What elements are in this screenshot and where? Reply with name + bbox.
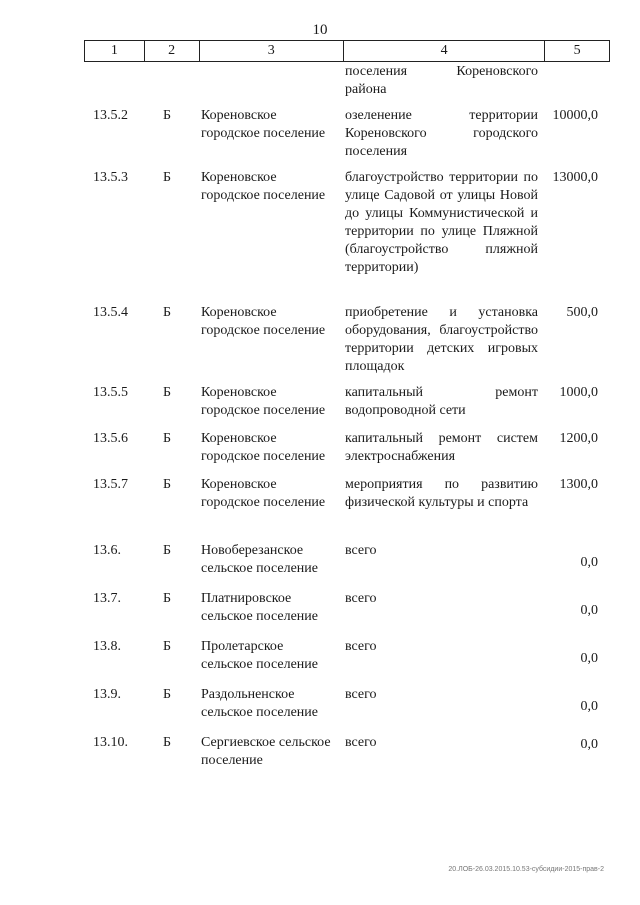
row-amount: 1200,0 xyxy=(559,431,598,446)
row-budget-type: Б xyxy=(163,108,172,123)
row-budget-type: Б xyxy=(163,543,172,558)
row-recipient: Платнировское сельское поселение xyxy=(201,591,318,624)
row-amount: 13000,0 xyxy=(552,170,598,185)
row-recipient: Кореновское городское поселение xyxy=(201,477,326,510)
row-amount: 0,0 xyxy=(580,699,598,714)
row-code: 13.8. xyxy=(93,639,121,654)
row-amount: 0,0 xyxy=(580,651,598,666)
row-recipient: Кореновское городское поселение xyxy=(201,170,326,203)
row-code: 13.10. xyxy=(93,735,128,750)
continuation-line-2: района xyxy=(345,82,387,97)
row-activity: всего xyxy=(345,687,377,702)
row-recipient: Раздольненское сельское поселение xyxy=(201,687,318,720)
row-budget-type: Б xyxy=(163,385,172,400)
row-amount: 0,0 xyxy=(580,603,598,618)
row-recipient: Новоберезанское сельское поселение xyxy=(201,543,318,576)
row-recipient: Кореновское городское поселение xyxy=(201,305,326,338)
row-activity: всего xyxy=(345,543,377,558)
row-code: 13.6. xyxy=(93,543,121,558)
row-activity: всего xyxy=(345,735,377,750)
row-amount: 1000,0 xyxy=(559,385,598,400)
row-budget-type: Б xyxy=(163,170,172,185)
row-activity: благоустройство территории по улице Садовой от улицы Новой до улицы Коммунистической и территории по улице Пляжной (благоустройство пляжной территории) xyxy=(345,170,538,275)
row-activity: приобретение и установка оборудования, благоустройство территории детских игровых площадок xyxy=(345,305,538,374)
row-activity: мероприятия по развитию физической культуры и спорта xyxy=(345,477,538,510)
row-activity: всего xyxy=(345,639,377,654)
header-col-5: 5 xyxy=(573,43,581,58)
row-code: 13.7. xyxy=(93,591,121,606)
row-activity: капитальный ремонт водопроводной сети xyxy=(345,385,538,418)
row-code: 13.5.5 xyxy=(93,385,128,400)
row-amount: 500,0 xyxy=(566,305,598,320)
header-col-3: 3 xyxy=(200,41,344,61)
row-recipient: Пролетарское сельское поселение xyxy=(201,639,318,672)
row-recipient: Кореновское городское поселение xyxy=(201,385,326,418)
row-recipient: Кореновское городское поселение xyxy=(201,431,326,464)
row-amount: 0,0 xyxy=(580,555,598,570)
continuation-line-1: поселения Кореновского xyxy=(345,64,538,79)
footer-file-id: 20.ЛОБ-26.03.2015.10.53-субсидии-2015-прав-2 xyxy=(448,866,604,873)
row-code: 13.5.2 xyxy=(93,108,128,123)
row-code: 13.5.3 xyxy=(93,170,128,185)
row-activity: всего xyxy=(345,591,377,606)
row-code: 13.9. xyxy=(93,687,121,702)
row-amount: 1300,0 xyxy=(559,477,598,492)
row-code: 13.5.7 xyxy=(93,477,128,492)
header-col-2: 2 xyxy=(145,41,200,61)
row-code: 13.5.4 xyxy=(93,305,128,320)
page-number: 10 xyxy=(312,22,328,38)
row-activity: озеленение территории Кореновского городского поселения xyxy=(345,108,538,159)
table-header xyxy=(84,40,610,62)
row-budget-type: Б xyxy=(163,735,172,750)
row-budget-type: Б xyxy=(163,305,172,320)
row-budget-type: Б xyxy=(163,591,172,606)
row-budget-type: Б xyxy=(163,477,172,492)
row-budget-type: Б xyxy=(163,431,172,446)
row-recipient: Сергиевское сельское поселение xyxy=(201,735,331,768)
row-activity: капитальный ремонт систем электроснабжения xyxy=(345,431,538,464)
header-col-4: 4 xyxy=(344,41,545,61)
row-code: 13.5.6 xyxy=(93,431,128,446)
row-budget-type: Б xyxy=(163,639,172,654)
row-recipient: Кореновское городское поселение xyxy=(201,108,326,141)
header-col-1: 1 xyxy=(85,41,145,61)
row-amount: 10000,0 xyxy=(552,108,598,123)
row-budget-type: Б xyxy=(163,687,172,702)
row-amount: 0,0 xyxy=(580,737,598,752)
